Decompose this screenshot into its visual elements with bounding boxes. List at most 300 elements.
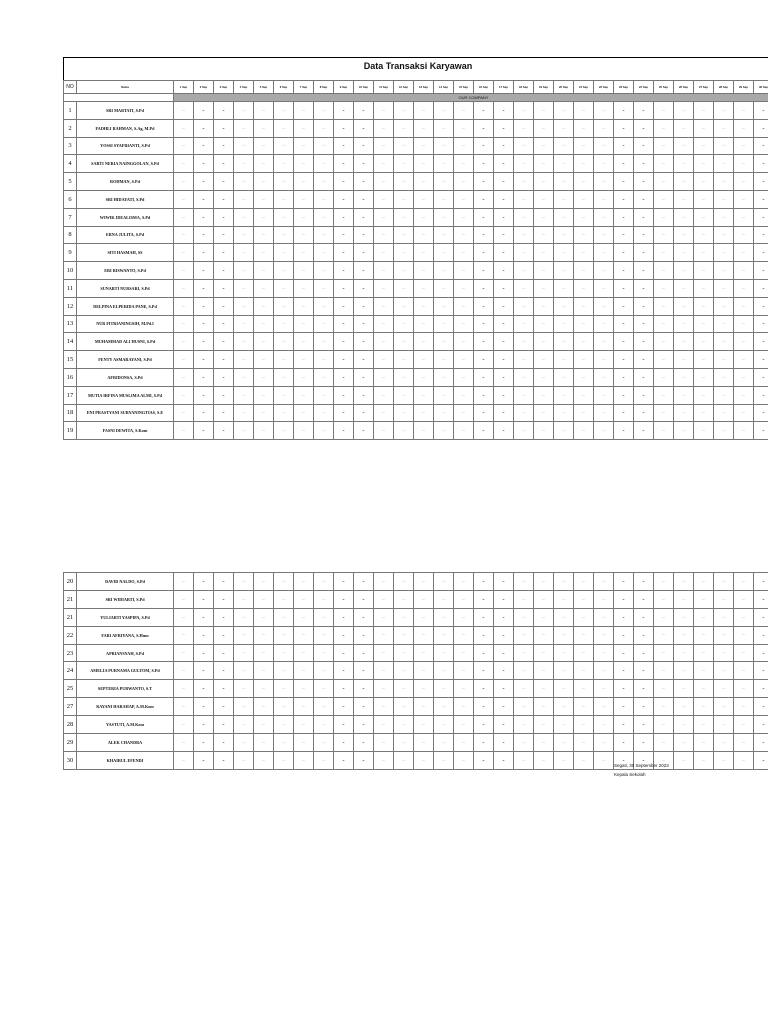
time-cell: … xyxy=(534,173,554,191)
day-off-cell: - xyxy=(634,155,654,173)
header-day: 17 Sep xyxy=(494,81,514,94)
time-cell: … xyxy=(174,279,194,297)
day-off-cell: - xyxy=(474,244,494,262)
time-cell: … xyxy=(234,698,254,716)
day-off-cell: - xyxy=(494,119,514,137)
day-off-cell: - xyxy=(214,297,234,315)
day-off-cell: - xyxy=(614,573,634,591)
time-cell: … xyxy=(514,102,534,120)
time-cell: … xyxy=(594,404,614,422)
table-row xyxy=(64,662,768,680)
time-cell: … xyxy=(534,716,554,734)
band-spacer xyxy=(64,94,174,102)
day-off-cell: - xyxy=(614,155,634,173)
time-cell: … xyxy=(694,102,714,120)
time-cell: … xyxy=(714,608,734,626)
day-off-cell: - xyxy=(474,208,494,226)
time-cell: … xyxy=(734,626,754,644)
day-off-cell: - xyxy=(614,173,634,191)
time-cell: … xyxy=(274,173,294,191)
time-cell: … xyxy=(314,698,334,716)
day-off-cell: - xyxy=(614,698,634,716)
time-cell: … xyxy=(174,155,194,173)
table-row xyxy=(64,590,768,608)
time-cell: … xyxy=(294,226,314,244)
time-cell: … xyxy=(694,333,714,351)
day-off-cell: - xyxy=(614,386,634,404)
time-cell: … xyxy=(434,751,454,769)
time-cell: … xyxy=(734,662,754,680)
time-cell: … xyxy=(314,333,334,351)
day-off-cell: - xyxy=(214,608,234,626)
time-cell: … xyxy=(454,662,474,680)
time-cell: … xyxy=(294,208,314,226)
time-cell: … xyxy=(454,190,474,208)
time-cell: … xyxy=(234,102,254,120)
time-cell: … xyxy=(314,608,334,626)
time-cell: … xyxy=(454,644,474,662)
day-off-cell: - xyxy=(474,226,494,244)
time-cell: … xyxy=(454,297,474,315)
row-number: 1 xyxy=(64,102,77,120)
time-cell: … xyxy=(294,404,314,422)
time-cell: … xyxy=(294,626,314,644)
day-off-cell: - xyxy=(214,102,234,120)
day-off-cell: - xyxy=(334,698,354,716)
time-cell: … xyxy=(574,190,594,208)
day-off-cell: - xyxy=(634,351,654,369)
time-cell: … xyxy=(674,137,694,155)
time-cell: … xyxy=(234,680,254,698)
table-row xyxy=(64,190,768,208)
time-cell: … xyxy=(654,734,674,752)
time-cell: … xyxy=(294,644,314,662)
day-off-cell: - xyxy=(214,119,234,137)
row-number: 19 xyxy=(64,422,77,440)
time-cell: … xyxy=(654,422,674,440)
day-off-cell: - xyxy=(194,386,214,404)
time-cell: … xyxy=(554,422,574,440)
day-off-cell: - xyxy=(334,386,354,404)
time-cell: … xyxy=(594,680,614,698)
time-cell: … xyxy=(414,404,434,422)
time-cell: … xyxy=(434,333,454,351)
day-off-cell: - xyxy=(194,751,214,769)
day-off-cell: - xyxy=(334,137,354,155)
day-off-cell: - xyxy=(334,262,354,280)
row-number: 4 xyxy=(64,155,77,173)
time-cell: … xyxy=(294,262,314,280)
time-cell: … xyxy=(694,262,714,280)
time-cell: … xyxy=(454,137,474,155)
time-cell: … xyxy=(714,315,734,333)
header-day: 13 Sep xyxy=(414,81,434,94)
day-off-cell: - xyxy=(334,190,354,208)
day-off-cell: - xyxy=(634,315,654,333)
day-off-cell: - xyxy=(614,226,634,244)
day-off-cell: - xyxy=(614,368,634,386)
time-cell: … xyxy=(654,680,674,698)
header-day: 27 Sep xyxy=(694,81,714,94)
time-cell: … xyxy=(574,137,594,155)
time-cell: … xyxy=(554,190,574,208)
employee-name: ROHMAN, S.Pd xyxy=(77,173,174,191)
time-cell: … xyxy=(414,680,434,698)
time-cell: … xyxy=(574,119,594,137)
day-off-cell: - xyxy=(214,626,234,644)
time-cell: … xyxy=(654,262,674,280)
time-cell: … xyxy=(654,119,674,137)
day-off-cell: - xyxy=(614,716,634,734)
time-cell: … xyxy=(254,297,274,315)
day-off-cell: - xyxy=(334,751,354,769)
time-cell: … xyxy=(394,244,414,262)
day-off-cell: - xyxy=(354,155,374,173)
time-cell: … xyxy=(394,262,414,280)
time-cell: … xyxy=(414,244,434,262)
header-day: 8 Sep xyxy=(314,81,334,94)
time-cell: … xyxy=(594,422,614,440)
time-cell: … xyxy=(254,208,274,226)
table-row xyxy=(64,155,768,173)
day-off-cell: - xyxy=(194,698,214,716)
table-row xyxy=(64,173,768,191)
table-row xyxy=(64,368,768,386)
time-cell: … xyxy=(714,698,734,716)
time-cell: … xyxy=(174,351,194,369)
time-cell: … xyxy=(454,173,474,191)
day-off-cell: - xyxy=(614,351,634,369)
time-cell: … xyxy=(274,573,294,591)
employee-name: KHAIRUL EFENDI xyxy=(77,751,174,769)
day-off-cell: - xyxy=(754,119,768,137)
time-cell: … xyxy=(534,279,554,297)
employee-name: SARTI NERIA NAINGGOLAN, S.Pd xyxy=(77,155,174,173)
employee-name: FARI AFRIYANA, S.Hum xyxy=(77,626,174,644)
time-cell: … xyxy=(314,279,334,297)
day-off-cell: - xyxy=(214,351,234,369)
time-cell: … xyxy=(314,644,334,662)
time-cell: … xyxy=(394,226,414,244)
day-off-cell: - xyxy=(754,626,768,644)
time-cell: … xyxy=(554,751,574,769)
time-cell: … xyxy=(734,297,754,315)
employee-name: FASNI DEWITA, S.Kom xyxy=(77,422,174,440)
time-cell: … xyxy=(734,315,754,333)
time-cell: … xyxy=(654,716,674,734)
time-cell: … xyxy=(314,226,334,244)
time-cell: … xyxy=(574,573,594,591)
time-cell: … xyxy=(594,573,614,591)
time-cell: … xyxy=(514,297,534,315)
day-off-cell: - xyxy=(334,734,354,752)
time-cell: … xyxy=(174,119,194,137)
time-cell: … xyxy=(674,404,694,422)
time-cell: … xyxy=(514,155,534,173)
header-day: 14 Sep xyxy=(434,81,454,94)
time-cell: … xyxy=(394,608,414,626)
time-cell: … xyxy=(394,351,414,369)
time-cell: … xyxy=(594,626,614,644)
time-cell: … xyxy=(174,734,194,752)
time-cell: … xyxy=(554,119,574,137)
day-off-cell: - xyxy=(334,297,354,315)
time-cell: … xyxy=(314,119,334,137)
day-off-cell: - xyxy=(194,119,214,137)
time-cell: … xyxy=(394,698,414,716)
header-day: 25 Sep xyxy=(654,81,674,94)
employee-name: SEPTERIA PURWANTO, S.T xyxy=(77,680,174,698)
row-number: 25 xyxy=(64,680,77,698)
day-off-cell: - xyxy=(214,404,234,422)
time-cell: … xyxy=(234,662,254,680)
time-cell: … xyxy=(694,626,714,644)
time-cell: … xyxy=(294,173,314,191)
time-cell: … xyxy=(734,590,754,608)
time-cell: … xyxy=(654,368,674,386)
time-cell: … xyxy=(394,386,414,404)
day-off-cell: - xyxy=(754,190,768,208)
time-cell: … xyxy=(534,155,554,173)
time-cell: … xyxy=(414,351,434,369)
day-off-cell: - xyxy=(614,262,634,280)
day-off-cell: - xyxy=(474,422,494,440)
time-cell: … xyxy=(174,680,194,698)
time-cell: … xyxy=(554,716,574,734)
time-cell: … xyxy=(574,368,594,386)
time-cell: … xyxy=(254,102,274,120)
day-off-cell: - xyxy=(614,279,634,297)
time-cell: … xyxy=(714,262,734,280)
time-cell: … xyxy=(374,333,394,351)
row-number: 8 xyxy=(64,226,77,244)
day-off-cell: - xyxy=(634,279,654,297)
time-cell: … xyxy=(294,119,314,137)
time-cell: … xyxy=(394,155,414,173)
time-cell: … xyxy=(234,386,254,404)
header-day: 23 Sep xyxy=(614,81,634,94)
time-cell: … xyxy=(514,716,534,734)
time-cell: … xyxy=(654,573,674,591)
time-cell: … xyxy=(254,590,274,608)
time-cell: … xyxy=(394,137,414,155)
time-cell: … xyxy=(274,422,294,440)
company-band: OUR COMPANY xyxy=(174,94,768,102)
attendance-table-part-2 xyxy=(63,572,768,770)
day-off-cell: - xyxy=(474,698,494,716)
time-cell: … xyxy=(174,244,194,262)
time-cell: … xyxy=(594,262,614,280)
time-cell: … xyxy=(674,386,694,404)
header-day: 1 Sep xyxy=(174,81,194,94)
time-cell: … xyxy=(514,626,534,644)
table-row xyxy=(64,244,768,262)
time-cell: … xyxy=(234,404,254,422)
time-cell: … xyxy=(554,608,574,626)
time-cell: … xyxy=(274,351,294,369)
time-cell: … xyxy=(534,404,554,422)
table-row xyxy=(64,315,768,333)
day-off-cell: - xyxy=(194,626,214,644)
time-cell: … xyxy=(514,262,534,280)
time-cell: … xyxy=(514,244,534,262)
time-cell: … xyxy=(254,137,274,155)
time-cell: … xyxy=(274,386,294,404)
time-cell: … xyxy=(174,716,194,734)
time-cell: … xyxy=(674,244,694,262)
time-cell: … xyxy=(694,137,714,155)
time-cell: … xyxy=(274,368,294,386)
time-cell: … xyxy=(514,751,534,769)
time-cell: … xyxy=(534,573,554,591)
day-off-cell: - xyxy=(634,751,654,769)
time-cell: … xyxy=(254,734,274,752)
time-cell: … xyxy=(234,422,254,440)
time-cell: … xyxy=(234,751,254,769)
day-off-cell: - xyxy=(754,137,768,155)
day-off-cell: - xyxy=(474,190,494,208)
day-off-cell: - xyxy=(614,208,634,226)
employee-name: MUTIA IRFINA MUSLIMA ALMI, S.Pd xyxy=(77,386,174,404)
time-cell: … xyxy=(534,333,554,351)
table-row xyxy=(64,262,768,280)
time-cell: … xyxy=(574,244,594,262)
day-off-cell: - xyxy=(634,190,654,208)
time-cell: … xyxy=(274,190,294,208)
day-off-cell: - xyxy=(474,333,494,351)
row-number: 11 xyxy=(64,279,77,297)
time-cell: … xyxy=(434,404,454,422)
time-cell: … xyxy=(674,333,694,351)
row-number: 18 xyxy=(64,404,77,422)
day-off-cell: - xyxy=(614,244,634,262)
time-cell: … xyxy=(394,368,414,386)
day-off-cell: - xyxy=(494,734,514,752)
time-cell: … xyxy=(374,608,394,626)
day-off-cell: - xyxy=(634,119,654,137)
day-off-cell: - xyxy=(354,404,374,422)
time-cell: … xyxy=(314,262,334,280)
header-day: 4 Sep xyxy=(234,81,254,94)
time-cell: … xyxy=(734,386,754,404)
time-cell: … xyxy=(674,573,694,591)
time-cell: … xyxy=(554,404,574,422)
employee-name: SRI HIDAYATI, S.Pd xyxy=(77,190,174,208)
time-cell: … xyxy=(454,226,474,244)
day-off-cell: - xyxy=(754,698,768,716)
time-cell: … xyxy=(394,315,414,333)
employee-name: SITI HASMAH, SS xyxy=(77,244,174,262)
table-row xyxy=(64,680,768,698)
time-cell: … xyxy=(234,190,254,208)
time-cell: … xyxy=(234,226,254,244)
time-cell: … xyxy=(714,297,734,315)
time-cell: … xyxy=(254,173,274,191)
time-cell: … xyxy=(654,226,674,244)
time-cell: … xyxy=(554,590,574,608)
day-off-cell: - xyxy=(494,155,514,173)
time-cell: … xyxy=(314,626,334,644)
time-cell: … xyxy=(234,573,254,591)
time-cell: … xyxy=(594,173,614,191)
day-off-cell: - xyxy=(494,244,514,262)
day-off-cell: - xyxy=(334,680,354,698)
time-cell: … xyxy=(254,119,274,137)
time-cell: … xyxy=(414,119,434,137)
time-cell: … xyxy=(434,173,454,191)
time-cell: … xyxy=(714,626,734,644)
time-cell: … xyxy=(574,155,594,173)
time-cell: … xyxy=(374,680,394,698)
time-cell: … xyxy=(534,422,554,440)
time-cell: … xyxy=(294,590,314,608)
time-cell: … xyxy=(234,315,254,333)
time-cell: … xyxy=(694,226,714,244)
time-cell: … xyxy=(654,386,674,404)
time-cell: … xyxy=(534,590,554,608)
day-off-cell: - xyxy=(354,262,374,280)
time-cell: … xyxy=(374,137,394,155)
time-cell: … xyxy=(574,208,594,226)
day-off-cell: - xyxy=(334,155,354,173)
day-off-cell: - xyxy=(334,662,354,680)
table-row xyxy=(64,208,768,226)
time-cell: … xyxy=(674,226,694,244)
day-off-cell: - xyxy=(754,244,768,262)
time-cell: … xyxy=(654,102,674,120)
time-cell: … xyxy=(294,315,314,333)
time-cell: … xyxy=(294,734,314,752)
time-cell: … xyxy=(434,644,454,662)
row-number: 12 xyxy=(64,297,77,315)
day-off-cell: - xyxy=(194,226,214,244)
time-cell: … xyxy=(654,155,674,173)
time-cell: … xyxy=(274,734,294,752)
time-cell: … xyxy=(514,404,534,422)
time-cell: … xyxy=(374,662,394,680)
time-cell: … xyxy=(734,279,754,297)
time-cell: … xyxy=(454,386,474,404)
time-cell: … xyxy=(374,279,394,297)
time-cell: … xyxy=(414,315,434,333)
time-cell: … xyxy=(434,734,454,752)
day-off-cell: - xyxy=(494,351,514,369)
table-row xyxy=(64,404,768,422)
time-cell: … xyxy=(254,698,274,716)
time-cell: … xyxy=(694,734,714,752)
time-cell: … xyxy=(674,155,694,173)
time-cell: … xyxy=(414,734,434,752)
header-name: Nama xyxy=(77,81,174,94)
time-cell: … xyxy=(174,422,194,440)
day-off-cell: - xyxy=(214,279,234,297)
day-off-cell: - xyxy=(334,368,354,386)
day-off-cell: - xyxy=(494,333,514,351)
day-off-cell: - xyxy=(474,173,494,191)
day-off-cell: - xyxy=(754,608,768,626)
day-off-cell: - xyxy=(634,698,654,716)
time-cell: … xyxy=(514,351,534,369)
day-off-cell: - xyxy=(494,297,514,315)
day-off-cell: - xyxy=(494,190,514,208)
time-cell: … xyxy=(714,644,734,662)
time-cell: … xyxy=(674,173,694,191)
row-number: 6 xyxy=(64,190,77,208)
time-cell: … xyxy=(714,716,734,734)
time-cell: … xyxy=(674,208,694,226)
time-cell: … xyxy=(694,297,714,315)
time-cell: … xyxy=(734,422,754,440)
